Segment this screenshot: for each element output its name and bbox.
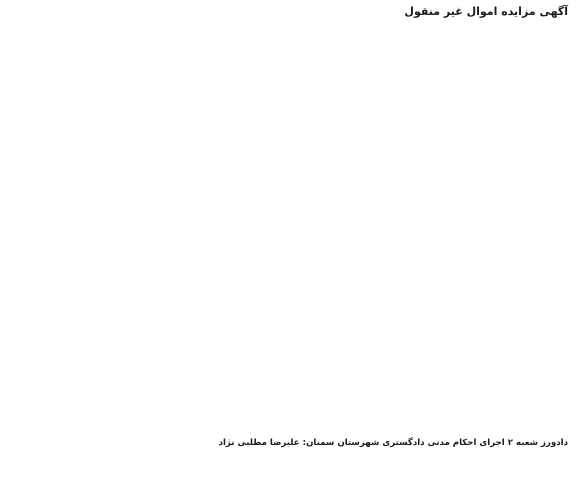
property-description-paragraph xyxy=(8,57,568,347)
signature-line: دادورز شعبه ۲ اجرای احکام مدنی دادگستری شهرستان سمنان: علیرضا مطلبی نژاد xyxy=(218,438,568,448)
intro-paragraph xyxy=(8,23,568,49)
auction-terms-paragraph xyxy=(8,355,568,425)
notice-title: آگهی مزایده اموال غیر منقول xyxy=(404,5,568,18)
